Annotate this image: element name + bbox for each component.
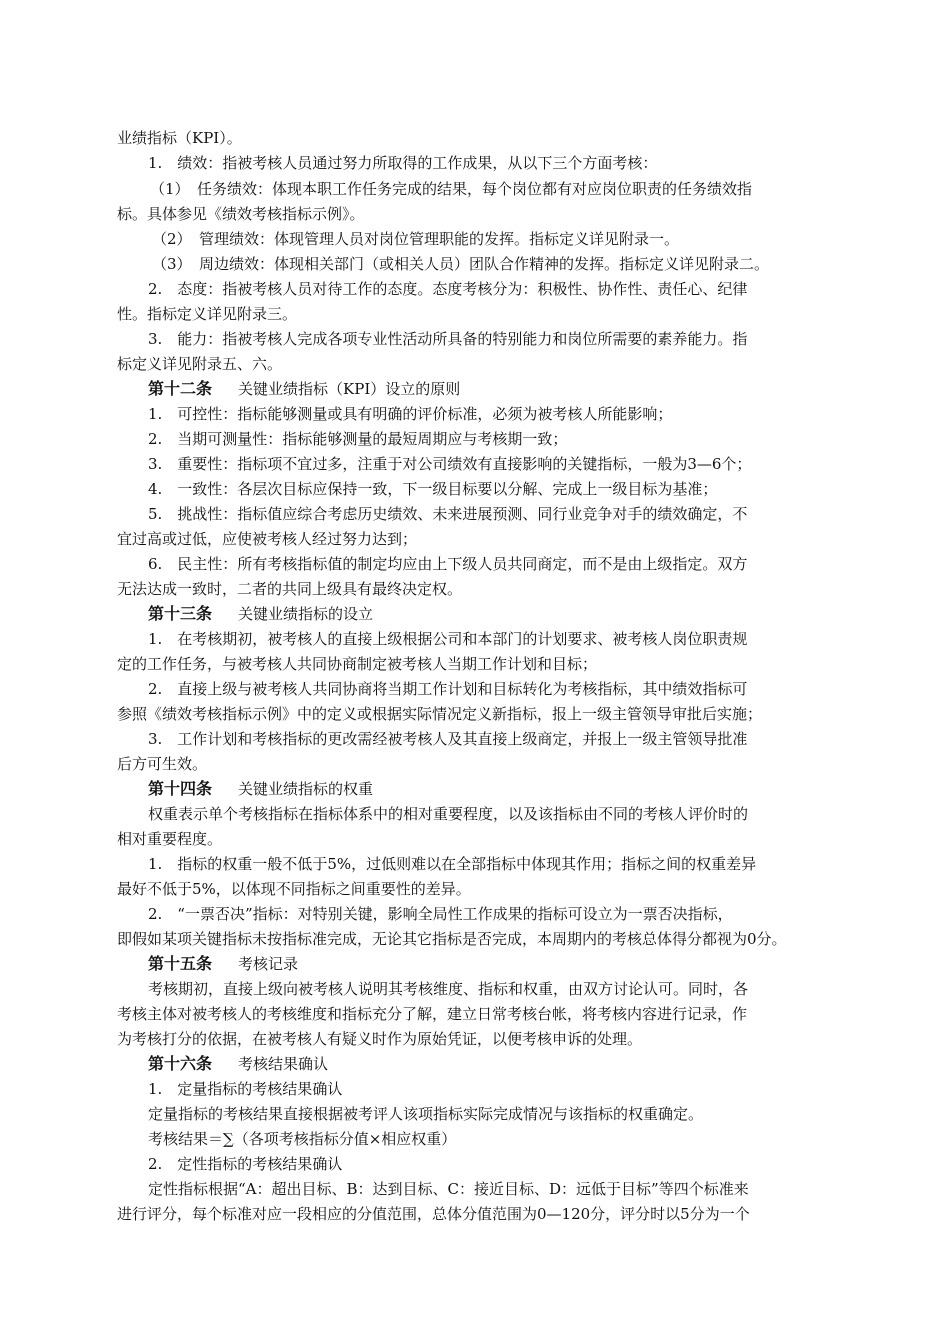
text-line: 1. 定量指标的考核结果确认 [148, 1080, 343, 1098]
text-line: 4. 一致性：各层次目标应保持一致，下一级目标要以分解、完成上一级目标为基准； [148, 480, 718, 498]
text-line: 定性指标根据“A：超出目标、B：达到目标、C：接近目标、D：远低于目标”等四个标准来 [148, 1180, 749, 1198]
text-line: 性。指标定义详见附录三。 [117, 305, 298, 323]
article-title: 关键业绩指标的权重 [238, 780, 374, 798]
text-line: 宜过高或过低，应使被考核人经过努力达到； [117, 530, 418, 548]
text-line: 6. 民主性：所有考核指标值的制定均应由上下级人员共同商定，而不是由上级指定。双方 [148, 555, 748, 573]
text-line: 最好不低于5%，以体现不同指标之间重要性的差异。 [117, 880, 471, 898]
text-line: （2） 管理绩效：体现管理人员对岗位管理职能的发挥。指标定义详见附录一。 [152, 230, 680, 248]
text-line: 考核期初，直接上级向被考核人说明其考核维度、指标和权重，由双方讨论认可。同时，各 [148, 980, 749, 998]
text-line: 参照《绩效考核指标示例》中的定义或根据实际情况定义新指标，报上一级主管领导审批后实施； [117, 705, 763, 723]
text-line: 2. 态度：指被考核人员对待工作的态度。态度考核分为：积极性、协作性、责任心、纪律 [148, 280, 748, 298]
text-line: 2. “一票否决”指标：对特别关键，影响全局性工作成果的指标可设立为一票否决指标， [148, 905, 733, 923]
text-line: 业绩指标（KPI）。 [117, 129, 242, 147]
article-heading [148, 605, 373, 623]
text-line: （3） 周边绩效：体现相关部门（或相关人员）团队合作精神的发挥。指标定义详见附录二。 [152, 255, 770, 273]
article-number: 第十三条 [148, 604, 213, 623]
article-number: 第十六条 [148, 1054, 213, 1073]
article-title: 考核记录 [238, 955, 299, 973]
text-line: 5. 挑战性：指标值应综合考虑历史绩效、未来进展预测、同行业竞争对手的绩效确定，不 [148, 505, 748, 523]
text-line: 1. 可控性：指标能够测量或具有明确的评价标准，必须为被考核人所能影响； [148, 405, 673, 423]
article-number: 第十五条 [148, 954, 213, 973]
article-title: 考核结果确认 [238, 1055, 329, 1073]
text-line: 权重表示单个考核指标在指标体系中的相对重要程度，以及该指标由不同的考核人评价时的 [148, 805, 749, 823]
text-line: 3. 能力：指被考核人完成各项专业性活动所具备的特别能力和岗位所需要的素养能力。指 [148, 330, 748, 348]
text-line: 进行评分，每个标准对应一段相应的分值范围，总体分值范围为0—120分，评分时以5分为一个 [117, 1205, 750, 1223]
text-line: 1. 指标的权重一般不低于5%，过低则难以在全部指标中体现其作用；指标之间的权重差异 [148, 855, 757, 873]
text-line: 2. 当期可测量性：指标能够测量的最短周期应与考核期一致； [148, 430, 568, 448]
text-line: 后方可生效。 [117, 755, 208, 773]
text-line: 3. 重要性：指标项不宜过多，注重于对公司绩效有直接影响的关键指标，一般为3—6个； [148, 455, 752, 473]
article-heading [148, 955, 298, 973]
text-line: 为考核打分的依据，在被考核人有疑义时作为原始凭证，以便考核申诉的处理。 [117, 1030, 643, 1048]
article-title: 关键业绩指标（KPI）设立的原则 [238, 380, 461, 398]
article-number: 第十二条 [148, 379, 213, 398]
text-line: 考核结果＝∑（各项考核指标分值×相应权重） [148, 1130, 457, 1148]
text-line: 标。具体参见《绩效考核指标示例》。 [117, 205, 365, 223]
text-line: 定的工作任务，与被考核人共同协商制定被考核人当期工作计划和目标； [117, 655, 598, 673]
text-line: （1） 任务绩效：体现本职工作任务完成的结果，每个岗位都有对应岗位职责的任务绩效指 [150, 180, 753, 198]
article-number: 第十四条 [148, 779, 213, 798]
text-line: 2. 定性指标的考核结果确认 [148, 1155, 343, 1173]
article-heading [148, 780, 373, 798]
text-line: 即假如某项关键指标未按指标准完成，无论其它指标是否完成，本周期内的考核总体得分都视为0分。 [117, 930, 787, 948]
text-line: 1. 在考核期初，被考核人的直接上级根据公司和本部门的计划要求、被考核人岗位职责规 [148, 630, 748, 648]
article-heading [148, 380, 460, 398]
text-line: 相对重要程度。 [117, 830, 223, 848]
text-line: 1. 绩效：指被考核人员通过努力所取得的工作成果，从以下三个方面考核： [148, 154, 658, 172]
article-heading [148, 1055, 328, 1073]
text-line: 2. 直接上级与被考核人共同协商将当期工作计划和目标转化为考核指标，其中绩效指标可 [148, 680, 748, 698]
text-line: 无法达成一致时，二者的共同上级具有最终决定权。 [117, 580, 463, 598]
text-line: 标定义详见附录五、六。 [117, 355, 283, 373]
text-line: 定量指标的考核结果直接根据被考评人该项指标实际完成情况与该指标的权重确定。 [148, 1105, 704, 1123]
article-title: 关键业绩指标的设立 [238, 605, 374, 623]
text-line: 考核主体对被考核人的考核维度和指标充分了解，建立日常考核台帐，将考核内容进行记录，作 [117, 1005, 748, 1023]
text-line: 3. 工作计划和考核指标的更改需经被考核人及其直接上级商定，并报上一级主管领导批准 [148, 730, 748, 748]
